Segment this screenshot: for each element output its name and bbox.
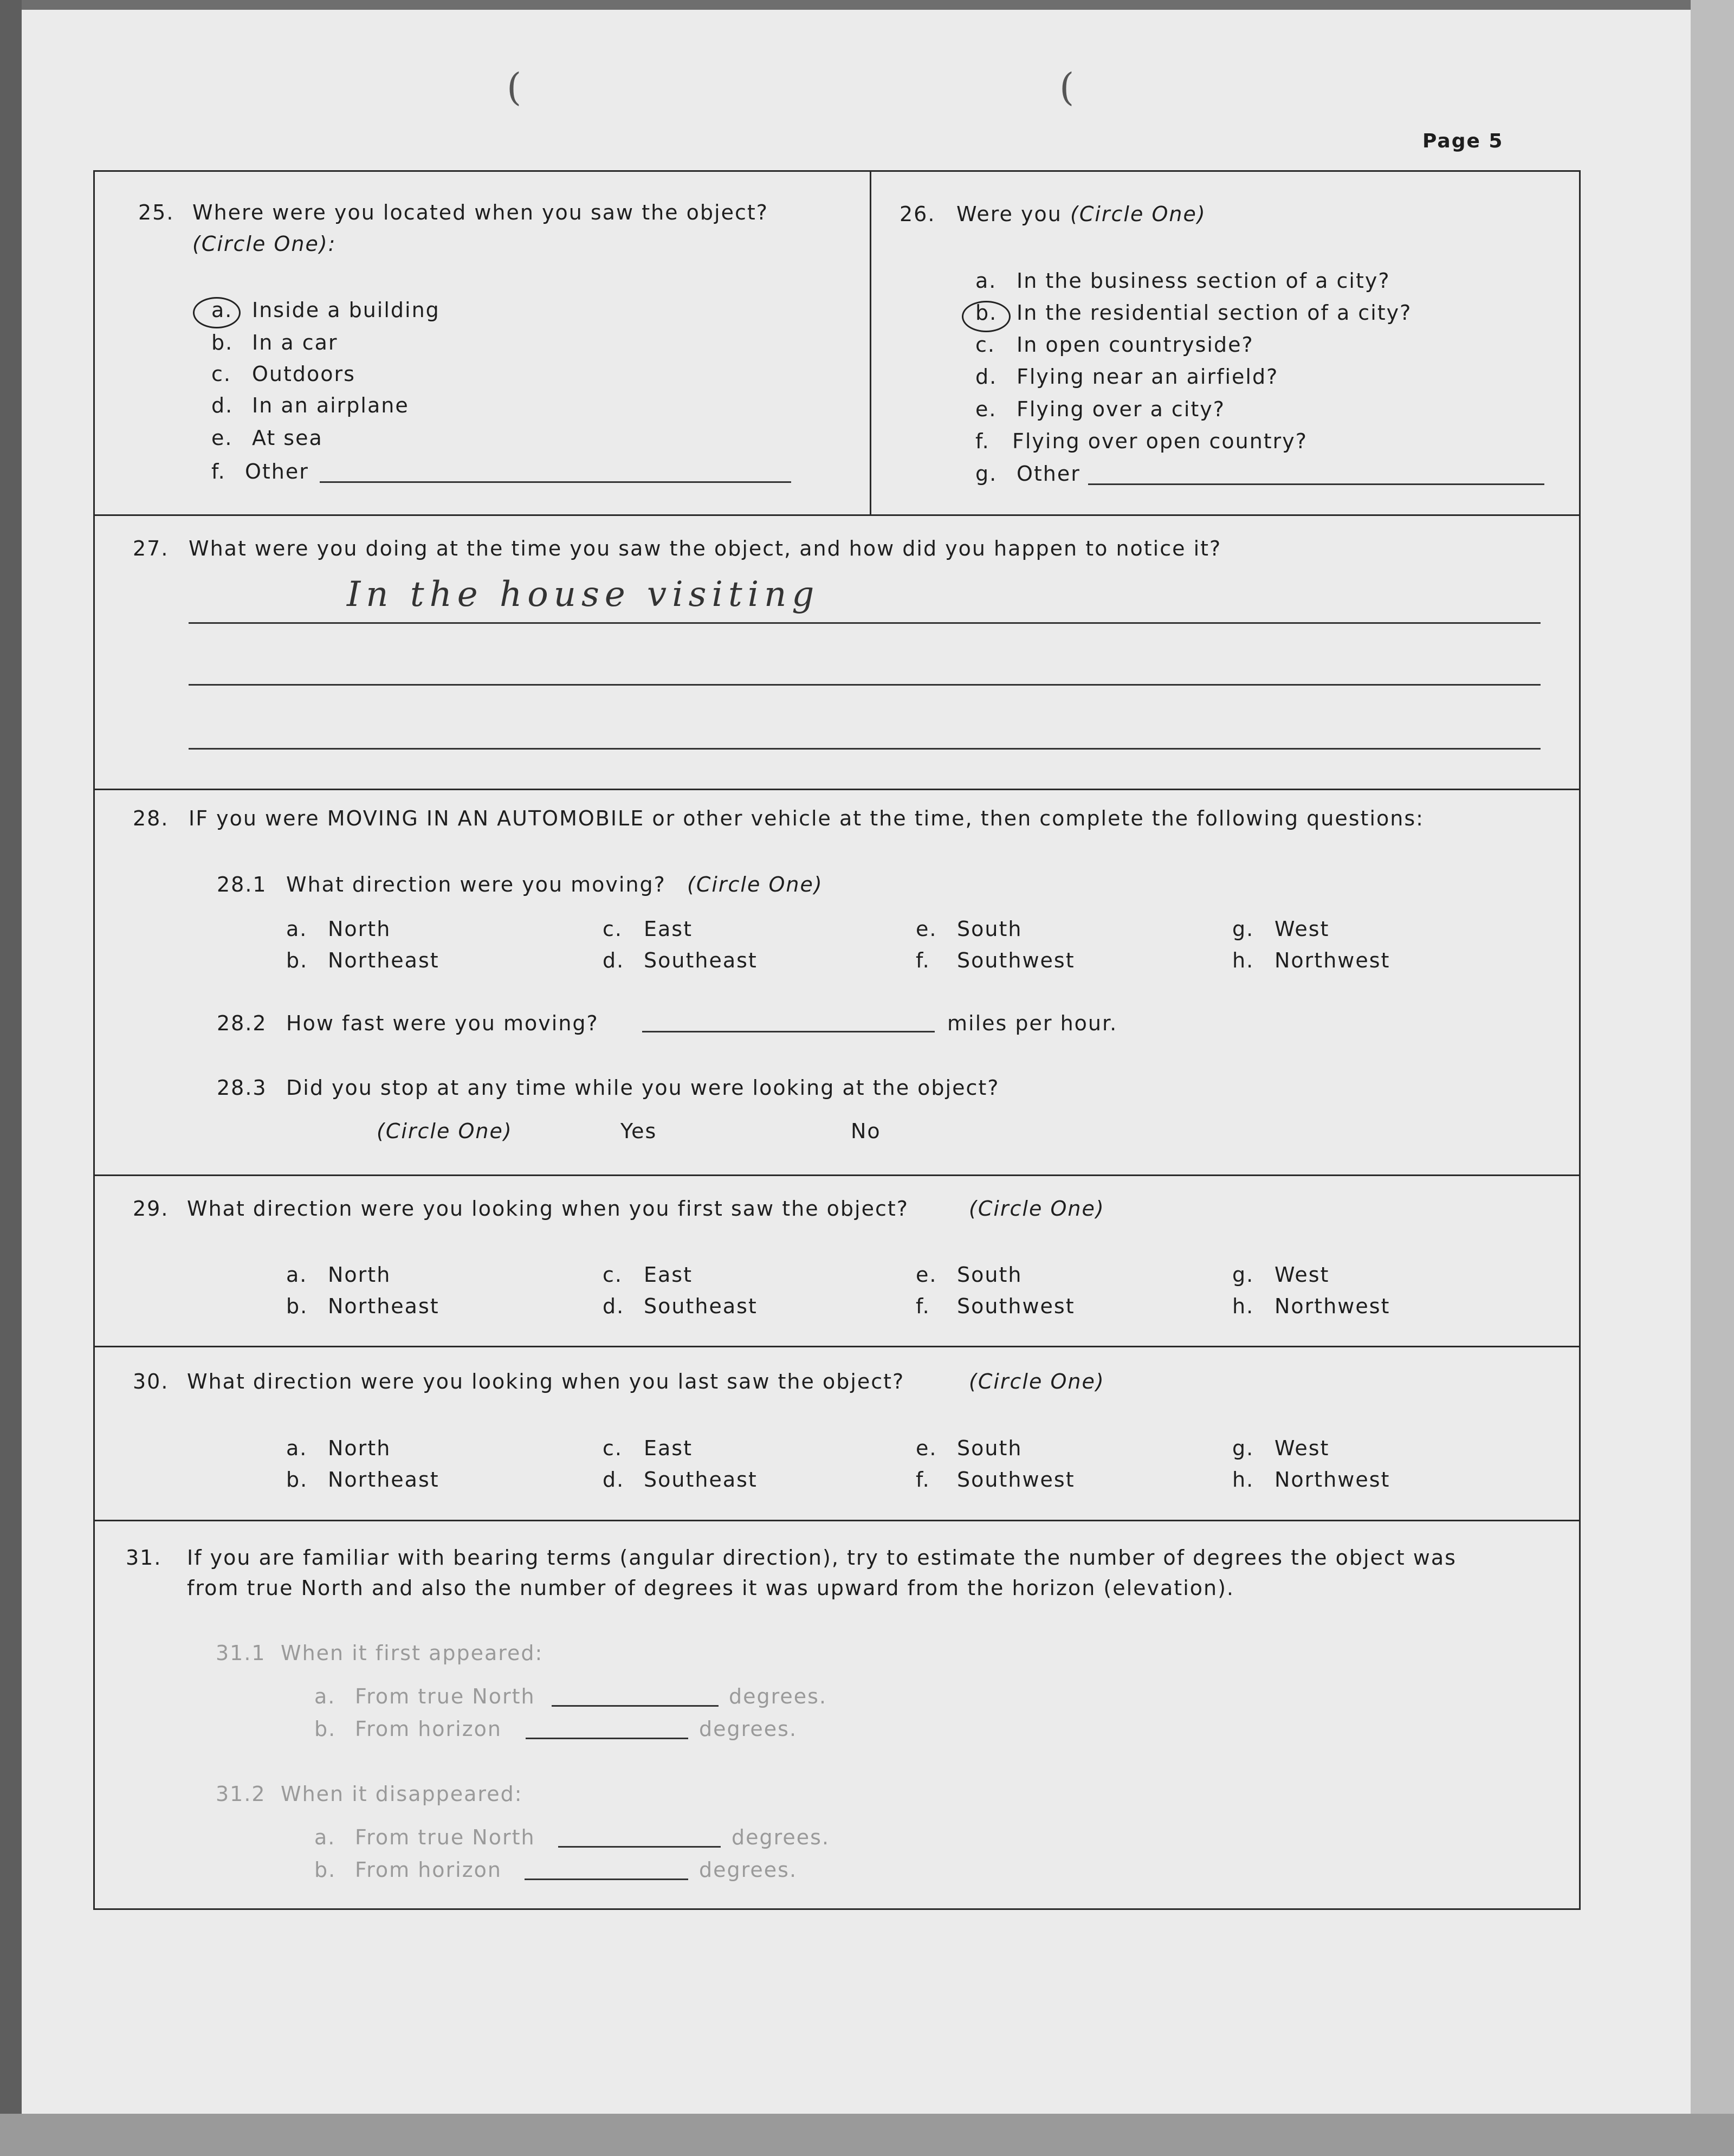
- q27-text: What were you doing at the time you saw the object, and how did you happen to notice it?: [189, 537, 1222, 560]
- q31-2b-unit: degrees.: [699, 1858, 798, 1882]
- q28-1-opt-label[interactable]: North: [328, 917, 391, 941]
- q26-opt-label[interactable]: In the business section of a city?: [1017, 269, 1390, 293]
- q30-opt-letter[interactable]: d.: [603, 1468, 625, 1492]
- q30-opt-letter[interactable]: e.: [916, 1436, 937, 1460]
- q27-number: 27.: [133, 537, 169, 560]
- q29-number: 29.: [133, 1197, 169, 1221]
- q30-opt-letter[interactable]: h.: [1232, 1468, 1254, 1492]
- q26-opt-letter[interactable]: c.: [975, 333, 995, 357]
- divider-30-31: [95, 1520, 1579, 1521]
- q30-opt-letter[interactable]: c.: [603, 1436, 623, 1460]
- q30-opt-label[interactable]: Southeast: [644, 1468, 758, 1492]
- q31-1b-letter: b.: [314, 1717, 337, 1741]
- q31-2a-unit: degrees.: [732, 1825, 830, 1849]
- q28-1-opt-label[interactable]: East: [644, 917, 693, 941]
- q28-1-opt-letter[interactable]: g.: [1232, 917, 1254, 941]
- q28-1-opt-label[interactable]: South: [957, 917, 1023, 941]
- q28-3-yes[interactable]: Yes: [620, 1119, 657, 1143]
- q27-answer-line-1[interactable]: [189, 622, 1541, 624]
- q29-opt-label[interactable]: North: [328, 1263, 391, 1287]
- q30-opt-label[interactable]: Northeast: [328, 1468, 439, 1492]
- q29-opt-letter[interactable]: f.: [916, 1294, 930, 1318]
- q28-3-text: Did you stop at any time while you were looking at the object?: [286, 1076, 1000, 1100]
- q29-instruction: (Circle One): [969, 1197, 1105, 1221]
- punch-mark-right: (: [1059, 65, 1075, 109]
- q25-opt-letter[interactable]: e.: [211, 426, 233, 450]
- q28-1-opt-label[interactable]: Southeast: [644, 948, 758, 972]
- q30-opt-label[interactable]: Southwest: [957, 1468, 1075, 1492]
- q28-3-number: 28.3: [217, 1076, 267, 1100]
- q28-2-speed-field[interactable]: [642, 1031, 935, 1032]
- q25-opt-letter[interactable]: b.: [211, 331, 234, 354]
- q26-opt-letter[interactable]: a.: [975, 269, 997, 293]
- q28-2-suffix: miles per hour.: [947, 1011, 1118, 1035]
- q28-2-number: 28.2: [217, 1011, 267, 1035]
- q28-text-post: or other vehicle at the time, then complete the following questions:: [644, 806, 1424, 830]
- q29-text: What direction were you looking when you first saw the object?: [187, 1197, 909, 1221]
- q30-number: 30.: [133, 1370, 169, 1393]
- q28-1-opt-letter[interactable]: d.: [603, 948, 625, 972]
- q28-text: [189, 806, 1424, 830]
- divider-25-27: [95, 514, 1579, 516]
- q30-instruction: (Circle One): [969, 1370, 1105, 1393]
- q26-opt-letter[interactable]: f.: [975, 429, 990, 453]
- q26-opt-letter[interactable]: e.: [975, 397, 997, 421]
- q25-text: Where were you located when you saw the object?: [192, 201, 768, 224]
- q30-text: What direction were you looking when you last saw the object?: [187, 1370, 905, 1393]
- q26-text: Were you: [956, 202, 1062, 226]
- q29-opt-letter[interactable]: e.: [916, 1263, 937, 1287]
- q28-text-caps: MOVING IN AN AUTOMOBILE: [327, 806, 645, 830]
- q31-1-heading: When it first appeared:: [281, 1641, 544, 1665]
- q29-opt-letter[interactable]: h.: [1232, 1294, 1254, 1318]
- q29-opt-label[interactable]: Southeast: [644, 1294, 758, 1318]
- q27-answer-line-3[interactable]: [189, 748, 1541, 750]
- q29-opt-letter[interactable]: d.: [603, 1294, 625, 1318]
- q25-opt-label[interactable]: At sea: [252, 426, 323, 450]
- q31-1b-field[interactable]: [526, 1738, 688, 1739]
- q30-opt-letter[interactable]: g.: [1232, 1436, 1254, 1460]
- q29-opt-label[interactable]: Southwest: [957, 1294, 1075, 1318]
- q26-opt-letter[interactable]: g.: [975, 462, 998, 486]
- q26-opt-label[interactable]: In open countryside?: [1017, 333, 1254, 357]
- q31-2-heading: When it disappeared:: [281, 1782, 523, 1806]
- q31-1a-label: From true North: [355, 1684, 535, 1708]
- q30-opt-label[interactable]: Northwest: [1274, 1468, 1390, 1492]
- q25-opt-letter[interactable]: f.: [211, 460, 226, 483]
- q31-2-number: 31.2: [216, 1782, 266, 1806]
- q25-number: 25.: [138, 201, 174, 224]
- scan-border-right: [1691, 0, 1734, 2156]
- q31-2b-field[interactable]: [525, 1879, 688, 1880]
- q25-opt-letter[interactable]: c.: [211, 362, 231, 386]
- q28-3-instruction: (Circle One): [377, 1119, 513, 1143]
- q30-opt-label[interactable]: East: [644, 1436, 693, 1460]
- q28-1-opt-letter[interactable]: a.: [286, 917, 308, 941]
- q26-other-field[interactable]: [1088, 483, 1544, 485]
- q29-opt-letter[interactable]: c.: [603, 1263, 623, 1287]
- q28-text-pre: IF you were: [189, 806, 327, 830]
- q25-opt-label[interactable]: In a car: [252, 331, 338, 354]
- q26-instruction: (Circle One): [1070, 202, 1206, 226]
- q28-3-no[interactable]: No: [851, 1119, 881, 1143]
- q26-opt-label[interactable]: Flying near an airfield?: [1017, 365, 1279, 389]
- q28-1-instruction: (Circle One): [687, 873, 823, 896]
- q31-1-number: 31.1: [216, 1641, 266, 1665]
- scan-border-top: [0, 0, 1734, 10]
- punch-mark-left: (: [507, 65, 522, 109]
- q31-2b-label: From horizon: [355, 1858, 502, 1882]
- q28-1-opt-letter[interactable]: f.: [916, 948, 930, 972]
- q28-1-opt-letter[interactable]: h.: [1232, 948, 1254, 972]
- q29-opt-label[interactable]: Northeast: [328, 1294, 439, 1318]
- q31-1b-unit: degrees.: [699, 1717, 798, 1741]
- q28-1-opt-letter[interactable]: e.: [916, 917, 937, 941]
- q29-opt-label[interactable]: East: [644, 1263, 693, 1287]
- q28-1-opt-letter[interactable]: c.: [603, 917, 623, 941]
- q28-1-opt-label[interactable]: West: [1274, 917, 1330, 941]
- q31-number: 31.: [126, 1546, 162, 1570]
- q31-2a-letter: a.: [314, 1825, 336, 1849]
- q29-opt-letter[interactable]: g.: [1232, 1263, 1254, 1287]
- q28-number: 28.: [133, 806, 169, 830]
- q25-opt-letter[interactable]: d.: [211, 393, 234, 417]
- q30-opt-letter[interactable]: f.: [916, 1468, 930, 1492]
- q28-1-number: 28.1: [217, 873, 267, 896]
- q31-1a-field[interactable]: [552, 1705, 719, 1707]
- q29-opt-letter[interactable]: a.: [286, 1263, 308, 1287]
- q29-opt-label[interactable]: Northwest: [1274, 1294, 1390, 1318]
- scan-border-bottom: [0, 2114, 1734, 2156]
- page-number: Page 5: [1422, 130, 1504, 152]
- divider-27-28: [95, 789, 1579, 790]
- q26-opt-label[interactable]: In the residential section of a city?: [1017, 301, 1412, 325]
- q28-1-opt-letter[interactable]: b.: [286, 948, 308, 972]
- q30-opt-label[interactable]: West: [1274, 1436, 1330, 1460]
- q30-opt-letter[interactable]: b.: [286, 1468, 308, 1492]
- q31-2a-label: From true North: [355, 1825, 535, 1849]
- q29-opt-label[interactable]: South: [957, 1263, 1023, 1287]
- q26-number: 26.: [900, 202, 936, 226]
- q31-1a-unit: degrees.: [729, 1684, 827, 1708]
- q30-opt-label[interactable]: North: [328, 1436, 391, 1460]
- q28-1-opt-label[interactable]: Southwest: [957, 948, 1075, 972]
- divider-29-30: [95, 1346, 1579, 1347]
- q26-opt-label[interactable]: Flying over open country?: [1012, 429, 1308, 453]
- q31-1b-label: From horizon: [355, 1717, 502, 1741]
- q25-instruction: (Circle One):: [192, 232, 337, 256]
- q31-1a-letter: a.: [314, 1684, 336, 1708]
- q26-opt-label[interactable]: Flying over a city?: [1017, 397, 1225, 421]
- q25-opt-label[interactable]: Outdoors: [252, 362, 355, 386]
- q31-text-line-1: If you are familiar with bearing terms (angular direction), try to estimate the number of degrees the object was: [187, 1546, 1457, 1570]
- q25-opt-label[interactable]: Inside a building: [252, 298, 440, 322]
- column-divider: [870, 172, 871, 514]
- q29-opt-label[interactable]: West: [1274, 1263, 1330, 1287]
- q25-opt-label[interactable]: In an airplane: [252, 393, 409, 417]
- q28-2-text: How fast were you moving?: [286, 1011, 599, 1035]
- q26-opt-letter[interactable]: b.: [975, 301, 998, 325]
- q30-opt-letter[interactable]: a.: [286, 1436, 308, 1460]
- q28-1-text: What direction were you moving?: [286, 873, 666, 896]
- q28-1-opt-label[interactable]: Northeast: [328, 948, 439, 972]
- q26-opt-label[interactable]: Other: [1017, 462, 1080, 486]
- q27-answer-line-2[interactable]: [189, 684, 1541, 686]
- q27-handwritten-answer: In the house visiting: [347, 574, 820, 615]
- scan-border-left: [0, 0, 22, 2156]
- divider-28-29: [95, 1174, 1579, 1176]
- q30-opt-label[interactable]: South: [957, 1436, 1023, 1460]
- q31-text-line-2: from true North and also the number of degrees it was upward from the horizon (elevation).: [187, 1576, 1234, 1600]
- q26-opt-letter[interactable]: d.: [975, 365, 998, 389]
- q31-2b-letter: b.: [314, 1858, 337, 1882]
- q25-opt-label[interactable]: Other: [245, 460, 309, 483]
- q29-opt-letter[interactable]: b.: [286, 1294, 308, 1318]
- q28-1-opt-label[interactable]: Northwest: [1274, 948, 1390, 972]
- q25-opt-letter[interactable]: a.: [211, 298, 233, 322]
- q31-2a-field[interactable]: [558, 1846, 721, 1848]
- q25-other-field[interactable]: [320, 481, 791, 483]
